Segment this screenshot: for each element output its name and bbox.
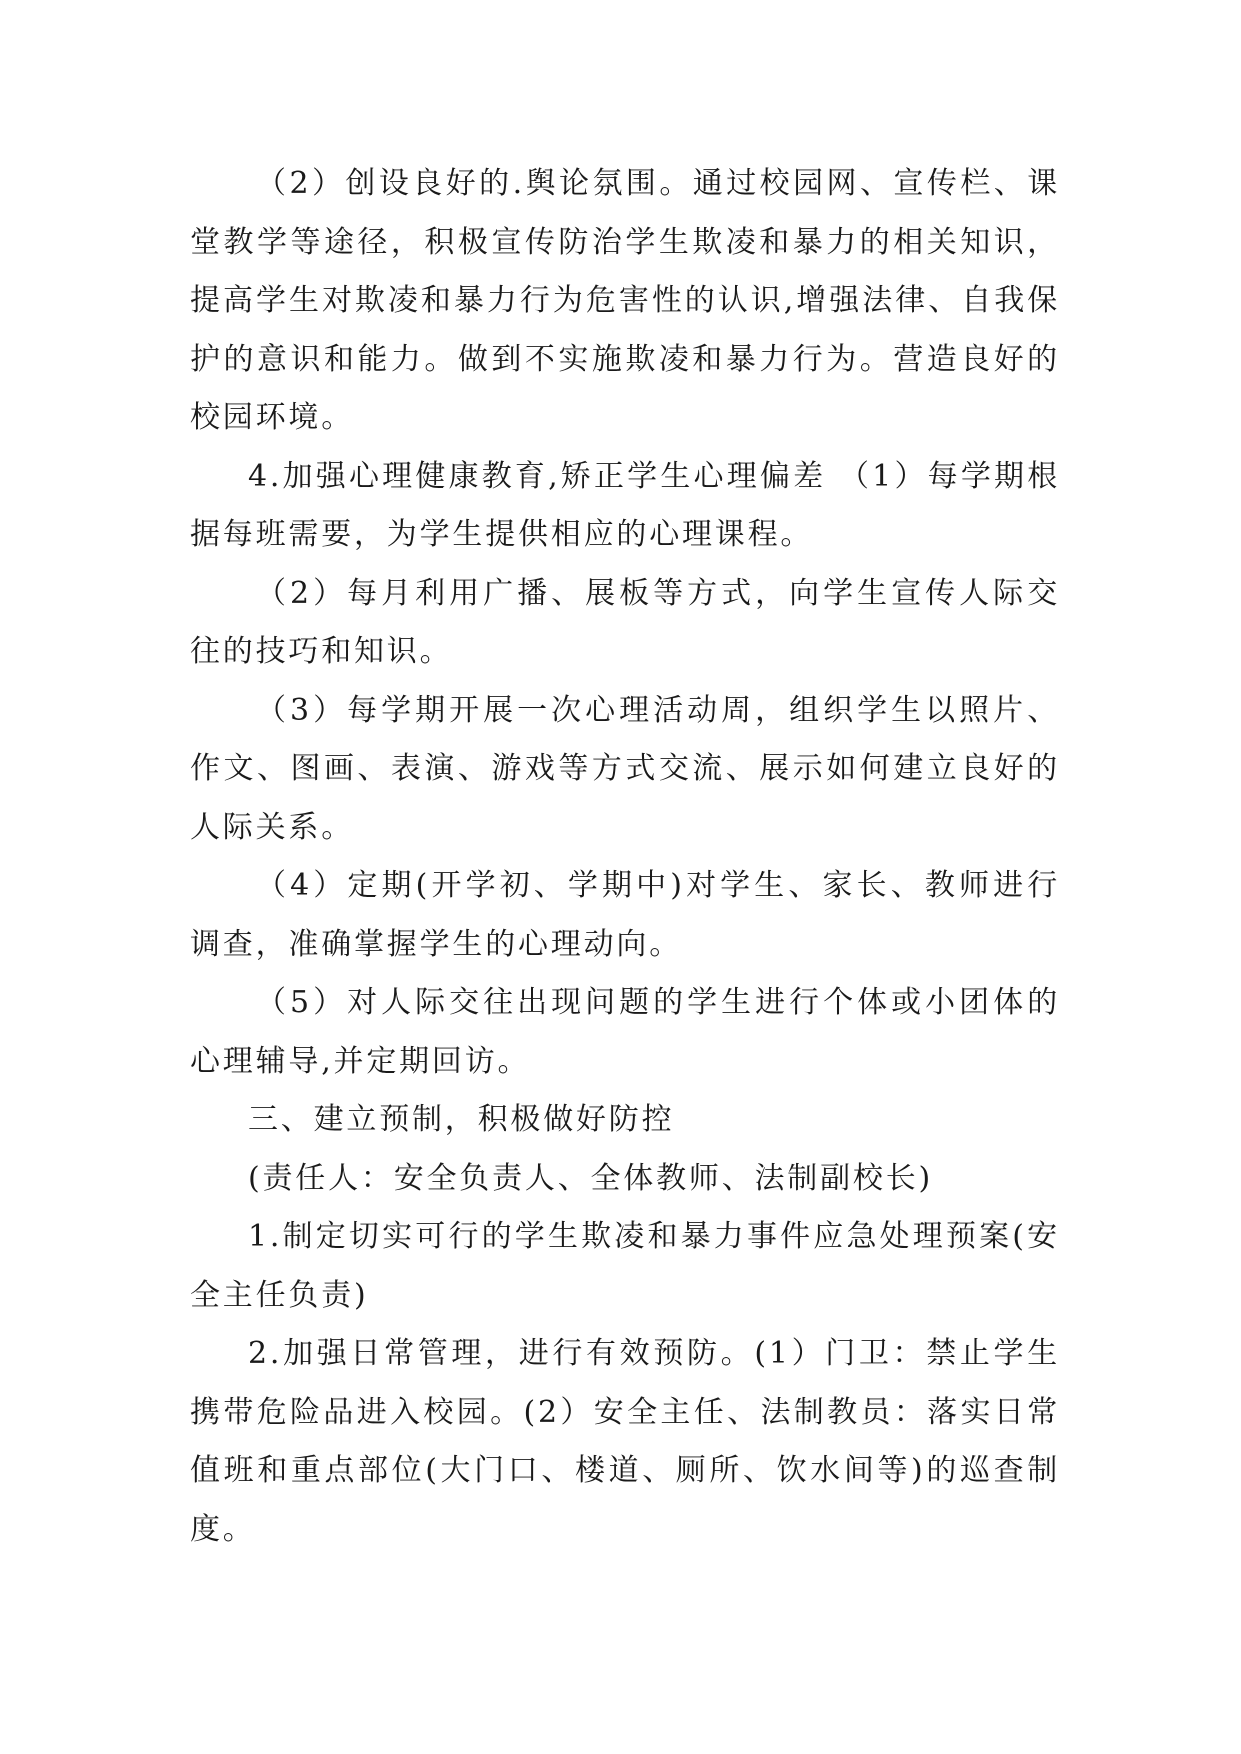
paragraph-mental-health: 4.加强心理健康教育,矫正学生心理偏差 （1）每学期根据每班需要，为学生提供相应的心理课程。: [190, 458, 1060, 552]
paragraph-survey: （4）定期(开学初、学期中)对学生、家长、教师进行调查，准确掌握学生的心理动向。: [190, 868, 1060, 962]
paragraph-opinion-atmosphere: （2）创设良好的.舆论氛围。通过校园网、宣传栏、课堂教学等途径，积极宣传防治学生欺凌和暴力的相关知识，提高学生对欺凌和暴力行为危害性的认识,增强法律、自我保护的意识和能力。做到不实施欺凌和暴力行为。营造良好的校园环境。: [190, 166, 1060, 435]
paragraph-emergency-plan: 1.制定切实可行的学生欺凌和暴力事件应急处理预案(安全主任负责): [190, 1219, 1060, 1313]
document-page: [190, 155, 1060, 1559]
paragraph-responsible-persons: (责任人：安全负责人、全体教师、法制副校长): [248, 1160, 934, 1196]
paragraph-activity-week: （3）每学期开展一次心理活动周，组织学生以照片、作文、图画、表演、游戏等方式交流、展示如何建立良好的人际关系。: [190, 692, 1060, 845]
paragraph-daily-management: 2.加强日常管理，进行有效预防。(1）门卫：禁止学生携带危险品进入校园。(2）安全主任、法制教员：落实日常值班和重点部位(大门口、楼道、厕所、饮水间等)的巡查制度。: [190, 1336, 1060, 1547]
paragraph-counseling: （5）对人际交往出现问题的学生进行个体或小团体的心理辅导,并定期回访。: [190, 985, 1060, 1079]
section-heading-prevention: 三、建立预制，积极做好防控: [248, 1102, 675, 1137]
paragraph-broadcast: （2）每月利用广播、展板等方式，向学生宣传人际交往的技巧和知识。: [190, 575, 1060, 669]
